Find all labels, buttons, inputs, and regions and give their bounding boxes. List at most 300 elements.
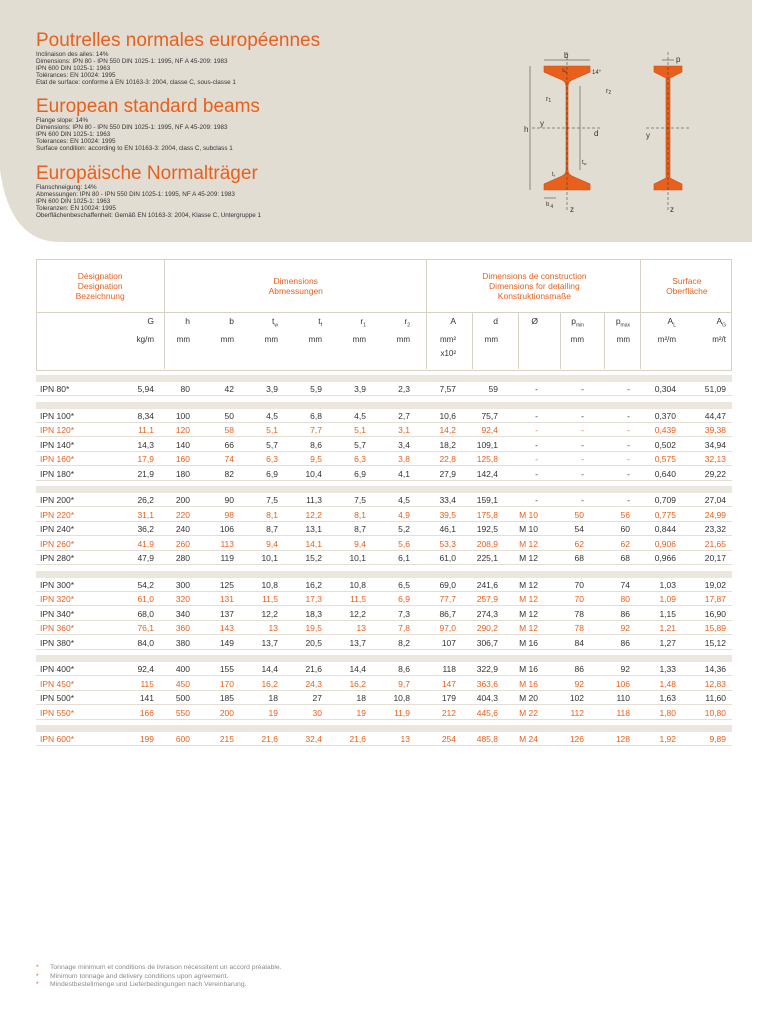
row-cell: 200	[219, 707, 234, 718]
row-cell: 149	[219, 637, 234, 648]
row-cell: 61,0	[439, 553, 456, 563]
header-text: Konstruktionsmaße	[497, 290, 572, 301]
row-cell: 18,3	[305, 608, 322, 619]
row-cell: 10,8	[393, 693, 410, 703]
row-cell: 11,60	[705, 693, 726, 703]
row-cell: 137	[219, 608, 234, 619]
header-vline	[640, 259, 641, 369]
row-cell: 3,9	[266, 384, 278, 394]
column-unit: mm	[570, 335, 584, 344]
row-cell: M 22	[519, 707, 538, 718]
row-cell: 98	[224, 509, 234, 520]
row-cell: 0,844	[654, 524, 676, 534]
row-cell: M 12	[519, 594, 538, 604]
row-cell: 109,1	[476, 439, 498, 450]
row-cell: 1,80	[659, 707, 676, 718]
row-cell: 147	[441, 678, 456, 689]
row-cell: 14,4	[261, 664, 278, 674]
column-symbol: G	[147, 316, 154, 326]
row-cell: 13,7	[349, 637, 366, 648]
row-cell: 485,8	[476, 734, 498, 744]
row-cell: 13,7	[261, 637, 278, 648]
column-symbol: h	[185, 316, 190, 326]
row-cell: 131	[219, 594, 234, 604]
row-cell: M 12	[519, 553, 538, 563]
row-cell: 27,9	[439, 468, 456, 479]
row-cell: 192,5	[476, 524, 498, 534]
row-cell: 41,9	[137, 538, 154, 549]
row-designation: IPN 200*	[40, 495, 75, 505]
row-cell: 68,0	[137, 608, 154, 619]
row-cell: 112	[570, 707, 584, 718]
column-unit: mm	[220, 335, 234, 344]
row-cell: 306,7	[476, 637, 498, 648]
row-cell: 19	[356, 707, 366, 718]
meta-line: Etat de surface: conforme à EN 10163-3: 2004, classe C, sous-classe 1	[36, 78, 236, 86]
row-cell: 10,1	[349, 553, 366, 563]
row-cell: 15,2	[305, 553, 322, 563]
row-cell: 54	[574, 524, 584, 534]
axis-z-left: z	[570, 205, 574, 214]
column-unit: mm	[396, 335, 410, 344]
row-cell: 0,709	[654, 495, 676, 505]
footnote	[36, 964, 282, 973]
row-cell: 16,2	[305, 579, 322, 590]
row-cell: M 16	[519, 678, 538, 689]
row-cell: 82	[224, 468, 234, 479]
row-cell: 77,7	[439, 594, 456, 604]
row-cell: 9,4	[266, 538, 278, 549]
row-cell: 3,9	[354, 384, 366, 394]
row-cell: 24,3	[305, 678, 322, 689]
title-de: Europäische Normalträger	[36, 163, 258, 184]
row-cell: 8,6	[310, 439, 322, 450]
row-cell: 6,1	[398, 553, 410, 563]
table-row	[36, 438, 732, 452]
table-row	[36, 662, 732, 676]
section-de	[36, 163, 261, 220]
row-cell: M 16	[519, 664, 538, 674]
row-cell: 7,8	[398, 623, 410, 633]
row-cell: 115	[140, 678, 154, 689]
row-designation: IPN 340*	[40, 608, 75, 619]
row-cell: M 10	[519, 524, 538, 534]
header-panel	[0, 0, 752, 242]
row-cell: 5,7	[266, 439, 278, 450]
footnote-text: Minimum tonnage and delivery conditions upon agreement.	[50, 972, 229, 980]
row-cell: 92,4	[137, 664, 154, 674]
row-designation: IPN 600*	[40, 734, 75, 744]
row-cell: 9,5	[310, 454, 322, 464]
row-cell: 18,2	[439, 439, 456, 450]
table-row	[36, 677, 732, 691]
row-cell: 16,2	[349, 678, 366, 689]
table-row	[36, 578, 732, 592]
row-cell: 0,575	[654, 454, 676, 464]
row-cell: 11,9	[394, 707, 410, 718]
row-cell: 8,6	[398, 664, 410, 674]
row-cell: 199	[139, 734, 154, 744]
row-cell: 7,5	[354, 495, 366, 505]
header-vline	[518, 312, 519, 369]
row-cell: 12,2	[305, 509, 322, 520]
row-cell: 106	[615, 678, 630, 689]
row-cell: M 24	[519, 734, 538, 744]
row-cell: 18	[268, 693, 278, 703]
row-cell: 0,370	[654, 410, 676, 421]
row-cell: 280	[175, 553, 190, 563]
section-fr	[36, 30, 320, 87]
row-cell: 19,02	[704, 579, 726, 590]
row-designation: IPN 360*	[40, 623, 75, 633]
meta-line: Flange slope: 14%	[36, 117, 89, 124]
meta-de	[36, 185, 261, 220]
row-cell: 118	[616, 707, 630, 718]
header-text: Surface	[672, 275, 702, 286]
row-cell: 42	[224, 384, 234, 394]
row-cell: 0,775	[654, 509, 676, 520]
column-unit: mm	[616, 335, 630, 344]
header-dimensions	[164, 259, 427, 312]
row-cell: 241,6	[476, 579, 498, 590]
dim-tf: tf	[552, 172, 555, 178]
row-cell: 10,8	[261, 579, 278, 590]
dim-slope: 14°	[592, 70, 602, 76]
meta-line: Oberflächenbeschaffenheit: Gemäß EN 10163-3: 2004, Klasse C, Untergruppe 1	[36, 211, 261, 219]
header-designation	[36, 259, 164, 312]
row-cell: 4,9	[398, 509, 410, 520]
row-cell: 78	[574, 623, 584, 633]
row-cell: 166	[139, 707, 154, 718]
row-cell: 74	[620, 579, 630, 590]
row-cell: -	[535, 425, 538, 435]
row-cell: 68	[620, 553, 630, 563]
row-cell: 257,9	[476, 594, 498, 604]
table-row	[36, 467, 732, 481]
row-cell: 32,13	[704, 454, 726, 464]
row-cell: 66	[224, 439, 234, 450]
row-cell: 404,3	[476, 693, 498, 703]
row-cell: 4,5	[266, 410, 278, 421]
table-row	[36, 508, 732, 522]
row-designation: IPN 220*	[40, 509, 75, 520]
row-designation: IPN 320*	[40, 594, 75, 604]
header-text: Bezeichnung	[75, 290, 125, 301]
row-cell: 5,6	[398, 538, 410, 549]
column-unit: mm	[484, 335, 498, 344]
beam-cross-section-diagram	[522, 48, 712, 216]
row-cell: 74	[224, 454, 234, 464]
row-cell: 8,1	[354, 509, 366, 520]
row-cell: 14,3	[137, 439, 154, 450]
row-cell: 15,89	[704, 623, 726, 633]
row-designation: IPN 120*	[40, 425, 75, 435]
meta-line: Surface condition: according to EN 10163-3: 2004, class C, subclass 1	[36, 144, 233, 152]
header-text: Abmessungen	[268, 285, 323, 296]
meta-line: Toleranzen: EN 10024: 1995	[36, 204, 116, 212]
header-surface	[642, 259, 732, 312]
row-cell: 60	[620, 524, 630, 534]
row-cell: 80	[180, 384, 190, 394]
row-cell: -	[581, 454, 584, 464]
table-row	[36, 522, 732, 536]
row-cell: 54,2	[137, 579, 154, 590]
row-cell: 92	[620, 664, 630, 674]
row-cell: 21,9	[137, 468, 154, 479]
row-cell: 75,7	[481, 410, 498, 421]
row-cell: 19	[268, 707, 278, 718]
row-cell: -	[581, 384, 584, 394]
row-cell: 62	[620, 538, 630, 549]
dim-d: d	[594, 129, 599, 138]
row-cell: 17,87	[704, 594, 726, 604]
meta-line: Flanschneigung: 14%	[36, 184, 97, 191]
row-cell: 31,1	[137, 509, 154, 520]
row-cell: 32,4	[305, 734, 322, 744]
table-row	[36, 592, 732, 606]
row-cell: -	[535, 454, 538, 464]
row-cell: 84	[574, 637, 584, 648]
row-cell: 0,304	[654, 384, 676, 394]
row-cell: 4,5	[398, 495, 410, 505]
row-cell: M 20	[519, 693, 538, 703]
row-cell: 100	[175, 410, 190, 421]
row-cell: 51,09	[704, 384, 726, 394]
meta-line: Dimensions: IPN 80 - IPN 550 DIN 1025-1: 1995, NF A 45-209: 1983	[36, 57, 228, 65]
row-cell: 215	[219, 734, 234, 744]
row-cell: 118	[442, 664, 456, 674]
row-cell: 2,7	[398, 410, 410, 421]
row-cell: 119	[220, 553, 234, 563]
row-designation: IPN 400*	[40, 664, 75, 674]
row-designation: IPN 300*	[40, 579, 75, 590]
row-cell: 5,1	[354, 425, 366, 435]
row-cell: 160	[175, 454, 190, 464]
row-cell: 0,439	[654, 425, 676, 435]
row-cell: 7,7	[310, 425, 322, 435]
row-cell: 44,47	[704, 410, 726, 421]
row-cell: 6,9	[266, 468, 278, 479]
row-cell: 500	[175, 693, 190, 703]
column-unit: mm	[176, 335, 190, 344]
row-cell: 126	[569, 734, 584, 744]
row-cell: M 12	[519, 579, 538, 590]
table-header	[36, 259, 732, 312]
row-cell: 360	[175, 623, 190, 633]
row-cell: 61,0	[137, 594, 154, 604]
row-cell: 220	[175, 509, 190, 520]
row-cell: 240	[175, 524, 190, 534]
row-cell: -	[581, 468, 584, 479]
row-cell: 92,4	[481, 425, 498, 435]
row-cell: 0,966	[654, 553, 676, 563]
row-cell: 47,9	[137, 553, 154, 563]
column-symbol: d	[493, 316, 498, 326]
header-text: Designation	[77, 280, 123, 291]
row-cell: -	[535, 439, 538, 450]
row-cell: 92	[574, 678, 584, 689]
row-cell: 322,9	[476, 664, 498, 674]
row-cell: 142,4	[476, 468, 498, 479]
row-cell: 11,1	[138, 425, 154, 435]
row-designation: IPN 80*	[40, 384, 70, 394]
row-cell: 10,6	[439, 410, 456, 421]
column-symbol: $r_2$	[404, 316, 410, 329]
row-cell: 14,4	[349, 664, 366, 674]
footnote	[36, 981, 282, 990]
meta-line: IPN 600 DIN 1025-1: 1963	[36, 64, 111, 72]
row-cell: 11,5	[262, 594, 278, 604]
dim-p: p	[676, 55, 681, 64]
row-cell: 14,36	[704, 664, 726, 674]
row-cell: 363,6	[476, 678, 498, 689]
axis-z-right: z	[670, 205, 674, 214]
row-cell: 600	[175, 734, 190, 744]
group-separator	[36, 725, 732, 732]
row-cell: 13	[400, 734, 410, 744]
footnotes	[36, 964, 282, 990]
row-cell: M 12	[519, 623, 538, 633]
title-fr: Poutrelles normales européennes	[36, 30, 321, 51]
row-cell: 0,906	[654, 538, 676, 549]
table-row	[36, 493, 732, 507]
row-cell: 12,2	[261, 608, 278, 619]
column-symbol: $p_{min}$	[571, 316, 584, 329]
header-vline	[560, 312, 561, 369]
header-text: Oberfläche	[666, 285, 708, 296]
row-cell: 13	[356, 623, 366, 633]
column-symbol: b	[229, 316, 234, 326]
row-cell: 50	[224, 410, 234, 421]
footnote	[36, 973, 282, 982]
row-cell: M 12	[519, 538, 538, 549]
header-vline	[164, 259, 165, 369]
column-symbol: A	[450, 316, 456, 326]
column-unit: m²/m	[657, 335, 676, 344]
row-cell: 78	[574, 608, 584, 619]
row-cell: 21,6	[305, 664, 322, 674]
column-unit: mm	[264, 335, 278, 344]
row-cell: 11,3	[306, 495, 322, 505]
row-cell: 24,99	[704, 509, 726, 520]
row-cell: 1,92	[659, 734, 676, 744]
row-cell: 13,1	[305, 524, 322, 534]
row-cell: 14,2	[439, 425, 456, 435]
row-cell: 5,1	[266, 425, 278, 435]
column-symbol: $r_1$	[360, 316, 366, 329]
header-construction	[427, 259, 642, 312]
row-designation: IPN 240*	[40, 524, 75, 534]
row-cell: M 12	[519, 608, 538, 619]
header-vline	[426, 259, 427, 369]
row-cell: -	[627, 410, 630, 421]
row-cell: 20,17	[704, 553, 726, 563]
axis-y-right: y	[646, 131, 650, 140]
row-cell: 6,8	[310, 410, 322, 421]
row-cell: -	[627, 468, 630, 479]
row-designation: IPN 140*	[40, 439, 75, 450]
row-cell: 10,8	[349, 579, 366, 590]
footnote-text: Mindestbestellmenge und Lieferbedingungen nach Vereinbarung.	[50, 981, 247, 988]
row-cell: 15,12	[704, 637, 726, 648]
row-cell: 8,7	[354, 524, 366, 534]
row-cell: 21,6	[349, 734, 366, 744]
row-designation: IPN 380*	[40, 637, 75, 648]
row-cell: 1,15	[659, 608, 676, 619]
row-cell: 0,640	[654, 468, 676, 479]
row-cell: 1,48	[659, 678, 676, 689]
row-cell: 5,94	[137, 384, 154, 394]
row-cell: 5,9	[310, 384, 322, 394]
group-separator	[36, 486, 732, 493]
row-cell: 274,3	[476, 608, 498, 619]
row-cell: 1,33	[659, 664, 676, 674]
row-cell: 260	[175, 538, 190, 549]
dim-r2: r2	[606, 88, 612, 96]
row-cell: 62	[574, 538, 584, 549]
row-cell: 400	[175, 664, 190, 674]
footnote-star: *	[36, 981, 39, 988]
row-cell: 300	[175, 579, 190, 590]
row-cell: 33,4	[439, 495, 456, 505]
row-cell: 21,65	[704, 538, 726, 549]
row-cell: 170	[219, 678, 234, 689]
row-cell: 9,4	[354, 538, 366, 549]
row-cell: M 16	[519, 637, 538, 648]
meta-fr	[36, 52, 320, 87]
row-cell: 70	[574, 579, 584, 590]
table-row	[36, 551, 732, 565]
row-cell: 3,1	[398, 425, 410, 435]
footnote-text: Tonnage minimum et conditions de livraison nécessitent un accord préalable.	[50, 964, 282, 971]
row-cell: 110	[616, 693, 630, 703]
row-cell: 107	[441, 637, 456, 648]
row-designation: IPN 450*	[40, 678, 75, 689]
row-cell: 23,32	[704, 524, 726, 534]
meta-en	[36, 118, 260, 153]
row-designation: IPN 260*	[40, 538, 75, 549]
table-row	[36, 423, 732, 437]
meta-line: Dimensions: IPN 80 - IPN 550 DIN 1025-1: 1995, NF A 45-209: 1983	[36, 123, 228, 131]
column-symbol: $A_G$	[716, 316, 726, 329]
row-cell: -	[581, 495, 584, 505]
row-cell: 11,5	[350, 594, 366, 604]
row-cell: 141	[139, 693, 154, 703]
row-cell: 7,3	[398, 608, 410, 619]
row-cell: 9,89	[709, 734, 726, 744]
row-cell: 125	[219, 579, 234, 590]
meta-line: Tolérances: EN 10024: 1995	[36, 71, 116, 79]
row-cell: -	[627, 425, 630, 435]
header-text: Dimensions	[273, 275, 318, 286]
row-cell: 212	[441, 707, 456, 718]
column-unit: mm	[308, 335, 322, 344]
row-cell: -	[535, 384, 538, 394]
meta-line: IPN 600 DIN 1025-1: 1963	[36, 197, 111, 205]
row-cell: 8,2	[398, 637, 410, 648]
row-cell: 225,1	[476, 553, 498, 563]
row-cell: 9,7	[398, 678, 410, 689]
table-row	[36, 691, 732, 705]
table-row	[36, 732, 732, 746]
column-symbol: $t_w$	[272, 316, 278, 329]
group-separator	[36, 402, 732, 409]
column-unit: m²/t	[712, 335, 726, 344]
section-en	[36, 96, 260, 153]
row-cell: 1,09	[659, 594, 676, 604]
row-cell: -	[535, 468, 538, 479]
row-cell: 6,9	[398, 594, 410, 604]
